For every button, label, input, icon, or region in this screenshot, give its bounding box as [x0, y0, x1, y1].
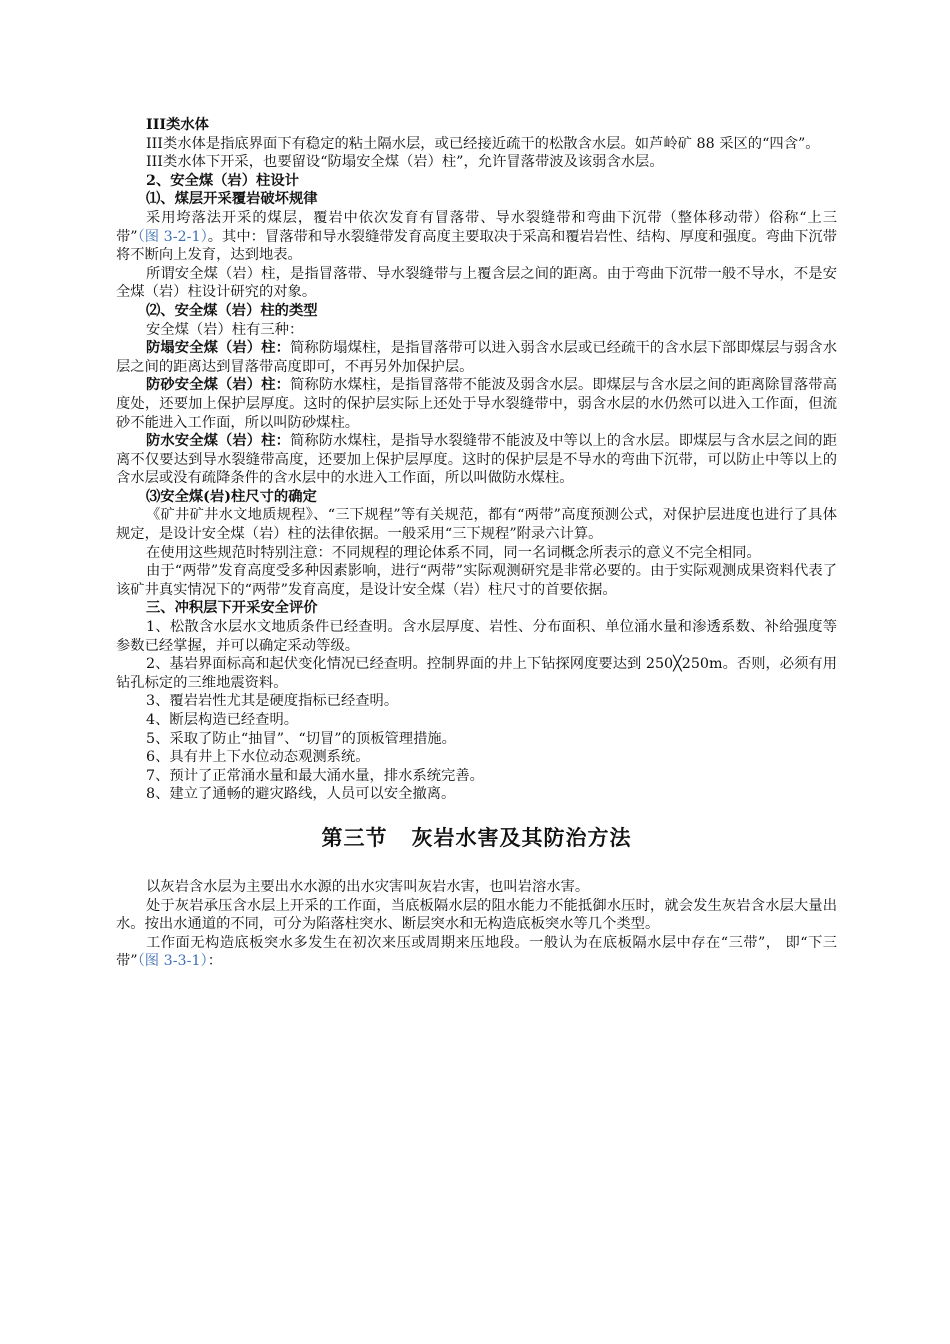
term-water-pillar: 防水安全煤（岩）柱：: [146, 433, 290, 450]
text: 。其中：冒落带和导水裂缝带发育高度主要取决于采高和覆岩岩性、结构、厚度和强度。弯曲下沉带将不断向上发育，达到地表。: [116, 228, 838, 264]
paragraph: 处于灰岩承压含水层上开采的工作面，当底板隔水层的阻水能力不能抵御水压时，就会发生灰岩含水层大量出水。按出水通道的不同，可分为陷落柱突水、断层突水和无构造底板突水等几个类型。: [116, 897, 837, 933]
paragraph: 在使用这些规范时特别注意：不同规程的理论体系不同，同一名词概念所表示的意义不完全相同。: [146, 544, 761, 561]
paragraph: 以灰岩含水层为主要出水水源的出水灾害叫灰岩水害，也叫岩溶水害。: [146, 878, 590, 895]
text: 采用垮落法开采的煤层，覆岩中依次发育有冒落带、导水裂缝带和弯曲下沉带（整体移动带）俗称“上三带”: [116, 209, 837, 245]
text: 工作面无构造底板突水多发生在初次来压或周期来压地段。一般认为在底板隔水层中存在“三带”， 即“下三带”: [116, 934, 837, 970]
paragraph: 由于“两带”发育高度受多种因素影响，进行“两带”实际观测研究是非常必要的。由于实际观测成果资料代表了该矿井真实情况下的“两带”发育高度，是设计安全煤（岩）柱尺寸的首要依据。: [116, 563, 837, 598]
text: 简称防水煤柱，是指导水裂缝带不能波及中等以上的含水层。即煤层与含水层之间的距离不仅要达到导水裂缝带高度，还要加上保护层厚度。这时的保护层是不导水的弯曲下沉带，可以防止中等以上的含水层或没有疏降条件的含水层中的水进入工作面，所以叫做防水煤柱。: [116, 433, 838, 487]
list-item: 8、建立了通畅的避灾路线，人员可以安全撤离。: [146, 786, 456, 803]
paragraph: [116, 376, 837, 432]
text: 简称防塌煤柱，是指冒落带可以进入弱含水层或已经疏干的含水层下部即煤层与弱含水层之间的距离达到冒落带高度即可，不再另外加保护层。: [116, 340, 838, 375]
heading-pillar-size: ⑶安全煤(岩)柱尺寸的确定: [146, 488, 317, 505]
heading-overburden-failure: ⑴、煤层开采覆岩破坏规律: [146, 191, 318, 208]
figure-link-3-3-1[interactable]: （图 3-3-1）: [137, 953, 208, 970]
paragraph: [116, 934, 837, 971]
heading-pillar-types: ⑵、安全煤（岩）柱的类型: [146, 302, 318, 319]
term-collapse-pillar: 防塌安全煤（岩）柱：: [146, 340, 290, 357]
paragraph: 《矿井矿井水文地质规程》、“三下规程”等有关规范，都有“两带”高度预测公式，对保护层进度也进行了具体规定，是设计安全煤（岩）柱的法律依据。一般采用“三下规程”附录六计算。: [116, 507, 837, 543]
list-item: 4、断层构造已经查明。: [146, 712, 299, 728]
list-item: 5、采取了防止“抽冒”、“切冒”的顶板管理措施。: [146, 730, 456, 747]
paragraph: 所谓安全煤（岩）柱，是指冒落带、导水裂缝带与上覆含层之间的距离。由于弯曲下沉带一般不导水，不是安全煤（岩）柱设计研究的对象。: [116, 265, 837, 301]
heading-alluvium-evaluation: 三、冲积层下开采安全评价: [146, 600, 318, 617]
list-item: 3、覆岩岩性尤其是硬度指标已经查明。: [146, 693, 399, 710]
section-title: [116, 824, 837, 852]
heading-class3-water: III类水体: [146, 117, 209, 133]
list-item: 6、具有井上下水位动态观测系统。: [146, 749, 370, 766]
heading-safety-pillar-design: 2、安全煤（岩）柱设计: [146, 172, 299, 189]
paragraph: III类水体是指底界面下有稳定的粘土隔水层，或已经接近疏干的松散含水层。如芦岭矿 88 采区的“四含”。: [146, 135, 820, 152]
list-item: 1、松散含水层水文地质条件已经查明。含水层厚度、岩性、分布面积、单位涌水量和渗透系数、补给强度等参数已经掌握，并可以确定采动等级。: [116, 619, 837, 654]
list-item: 2、基岩界面标高和起伏变化情况已经查明。控制界面的井上下钻探网度要达到 250╳250m。否则，必须有用钻孔标定的三维地震资料。: [116, 656, 837, 691]
paragraph: III类水体下开采，也要留设“防塌安全煤（岩）柱”，允许冒落带波及该弱含水层。: [146, 154, 664, 171]
paragraph: [116, 339, 837, 376]
figure-link-3-2-1[interactable]: （图 3-2-1）: [137, 228, 208, 245]
document-body: [116, 116, 837, 971]
section-number: 第三节: [321, 824, 388, 850]
paragraph: [116, 209, 837, 265]
section-heading: 灰岩水害及其防治方法: [411, 824, 632, 850]
text: 简称防水煤柱，是指冒落带不能波及弱含水层。即煤层与含水层之间的距离除冒落带高度处，还要加上保护层厚度。这时的保护层实际上还处于导水裂缝带中，弱含水层的水仍然可以进入工作面，但流砂不能进入工作面，所以叫防砂煤柱。: [116, 377, 838, 431]
list-item: 7、预计了正常涌水量和最大涌水量，排水系统完善。: [146, 767, 484, 784]
paragraph: 安全煤（岩）柱有三种：: [146, 321, 304, 338]
text: ：: [207, 953, 222, 970]
paragraph: [116, 432, 837, 488]
term-sand-pillar: 防砂安全煤（岩）柱：: [146, 377, 290, 394]
